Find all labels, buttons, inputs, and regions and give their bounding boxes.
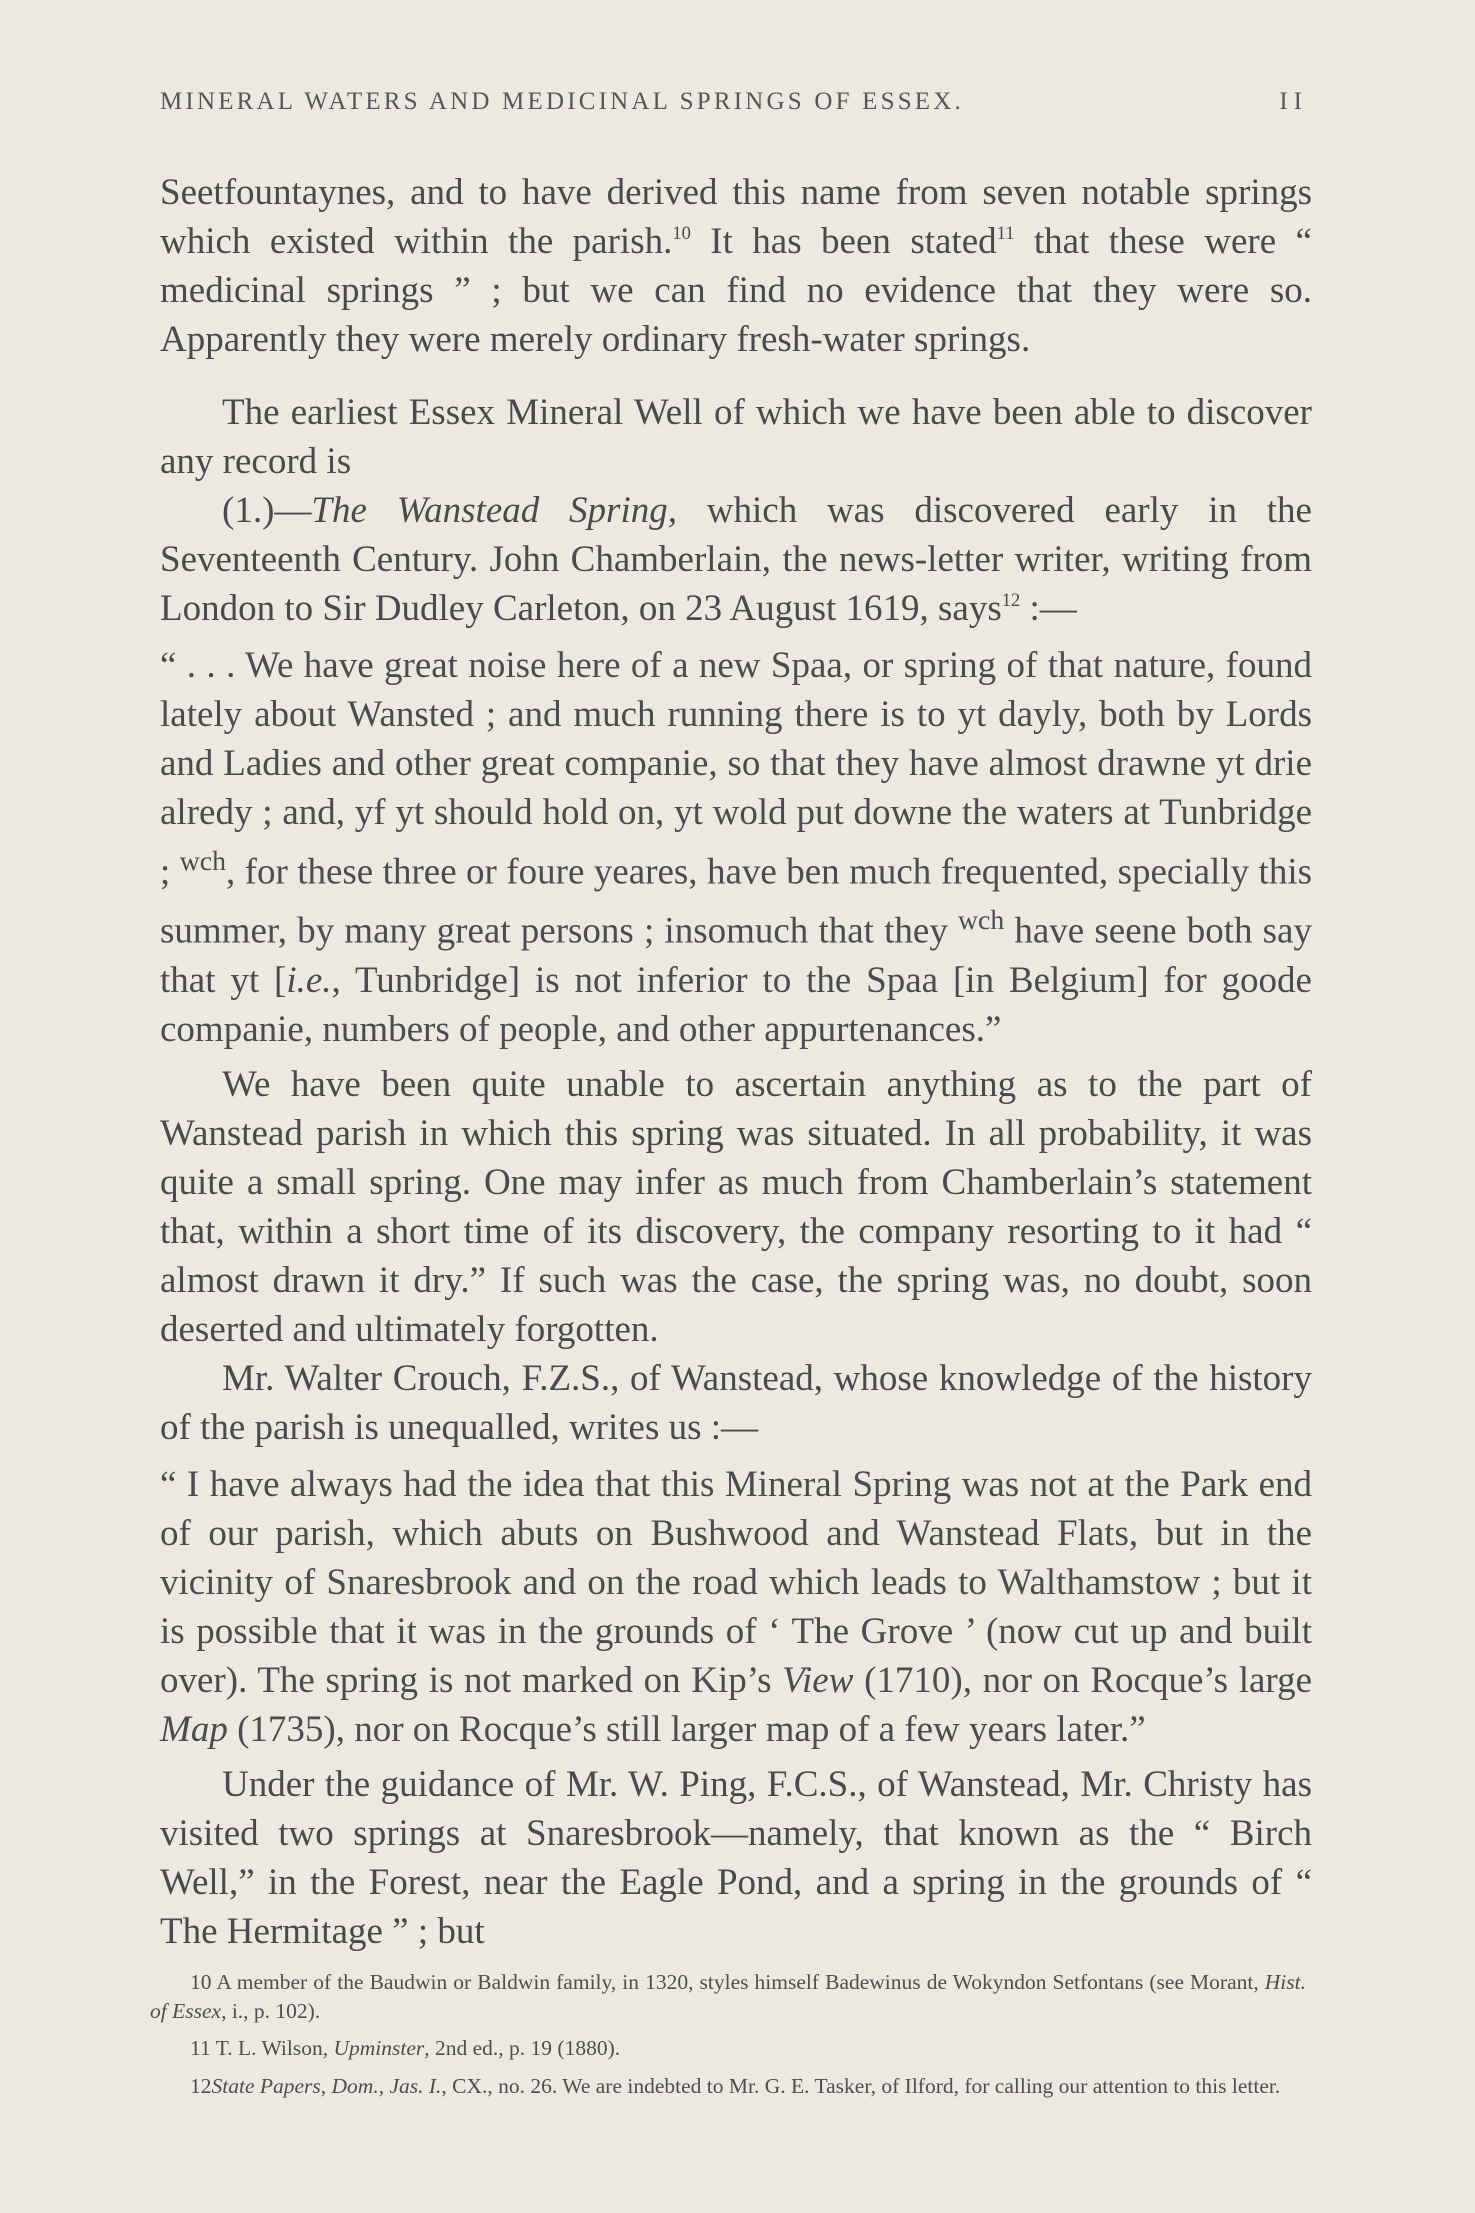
text-run: , Tunbridge] is not inferior to the Spaa [in Belgium] for goode companie, numbers of people, and other appurtenances.”: [160, 959, 1312, 1050]
footnote-ref-12[interactable]: 12: [1001, 591, 1021, 612]
abbrev-ie: i.e.: [286, 959, 332, 1001]
section-title: The Wanstead Spring,: [311, 490, 677, 531]
footnote-number: 12: [190, 2073, 212, 2098]
paragraph-seetfountaynes: [160, 168, 1312, 364]
text-run: which was discovered early in the Seventeenth Century. John Chamberlain, the news-letter writer, writing from London to Sir Dudley Carleton, on 23 August 1619, says: [160, 490, 1312, 629]
footnote-number: 10: [190, 1970, 212, 1994]
footnote-title: Hist. of Essex: [150, 1970, 1306, 2023]
text-run: , CX., no. 26. We are indebted to Mr. G. E. Tasker, of Ilford, for calling our attention to this letter.: [441, 2073, 1281, 2098]
paragraph-unable-to-ascertain: We have been quite unable to ascertain anything as to the part of Wanstead parish in which this spring was situated. In all probability, it was quite a small spring. One may infer as much from Chamberlain’s statement that, within a short time of its discovery, the company resorting to it had “ almost drawn it dry.” If such was the case, the spring was, no doubt, soon deserted and ultimately forgotten.: [160, 1063, 1312, 1350]
running-head: [160, 88, 1312, 116]
title-map: Map: [160, 1708, 228, 1750]
paragraph-mr-ping: Under the guidance of Mr. W. Ping, F.C.S., of Wanstead, Mr. Christy has visited two springs at Snaresbrook—namely, that known as the “ Birch Well,” in the Forest, near the Eagle Pond, and a spring in the grounds of “ The Hermitage ” ; but: [160, 1763, 1312, 1952]
footnote-11: [150, 2034, 1306, 2063]
body-text: [160, 168, 1312, 1956]
text-run: (1710), nor on Rocque’s large: [853, 1659, 1312, 1701]
quote-crouch: [160, 1460, 1312, 1754]
section-number: (1.)—: [222, 490, 312, 531]
footnote-12: [150, 2072, 1306, 2101]
text-run: , for these three or foure yeares, have ben much frequented, specially this summer, by many great persons ; insomuch that they: [160, 851, 1313, 952]
footnote-10: [150, 1968, 1306, 2025]
footnote-title: State Papers, Dom., Jas. I.: [211, 2073, 442, 2098]
footnote-ref-11[interactable]: 11: [996, 224, 1015, 245]
text-run: (1735), nor on Rocque’s still larger map of a few years later.”: [227, 1708, 1146, 1750]
abbrev-wch: wch: [957, 905, 1005, 937]
text-run: “ . . . We have great noise here of a new Spaa, or spring of that nature, found lately about Wansted ; and much running there is to yt dayly, both by Lords and Ladies and other great companie, so that they have almost drawne yt drie alredy ; and, yf yt should hold on, yt wold put downe the waters at Tunbridge ;: [160, 645, 1312, 893]
text-run: :—: [1020, 588, 1077, 629]
text-run: A member of the Baudwin or Baldwin family, in 1320, styles himself Badewinus de Wokyndon Setfontans (see Morant,: [211, 1970, 1265, 1994]
paragraph-wanstead-spring: [160, 486, 1312, 633]
page-number: II: [1279, 88, 1308, 115]
text-run: , i., p. 102).: [221, 1998, 321, 2023]
footnote-number: 11: [190, 2036, 211, 2060]
page: [160, 88, 1312, 1956]
text-run: that these were “ medicinal springs ” ; but we can find no evidence that they were so. Apparently they were merely ordinary fresh-water springs.: [160, 221, 1312, 360]
quote-chamberlain: [160, 641, 1312, 1054]
abbrev-wch: wch: [179, 846, 226, 877]
text-run: Seetfountaynes, and to have derived this name from seven notable springs which existed within the parish.: [160, 172, 1312, 262]
text-run: have seene both say that yt [: [160, 910, 1312, 1001]
text-run: , 2nd ed., p. 19 (1880).: [424, 2036, 621, 2060]
footnote-title: Upminster: [333, 2036, 425, 2060]
text-run: It has been stated: [690, 221, 997, 262]
text-run: “ I have always had the idea that this Mineral Spring was not at the Park end of our parish, which abuts on Bushwood and Wanstead Flats, but in the vicinity of Snaresbrook and on the road which leads to Walthamstow ; but it is possible that it was in the grounds of ‘ The Grove ’ (now cut up and built over). The spring is not marked on Kip’s: [160, 1463, 1312, 1701]
text-run: T. L. Wilson,: [210, 2036, 334, 2060]
footnote-ref-10[interactable]: 10: [672, 224, 691, 245]
running-head-title: MINERAL WATERS AND MEDICINAL SPRINGS OF ESSEX.: [160, 88, 964, 115]
paragraph-walter-crouch: Mr. Walter Crouch, F.Z.S., of Wanstead, whose knowledge of the history of the parish is unequalled, writes us :—: [160, 1357, 1312, 1448]
footnotes: [150, 1968, 1306, 2109]
paragraph-earliest-well: The earliest Essex Mineral Well of which we have been able to discover any record is: [160, 392, 1312, 482]
title-view: View: [782, 1659, 854, 1701]
